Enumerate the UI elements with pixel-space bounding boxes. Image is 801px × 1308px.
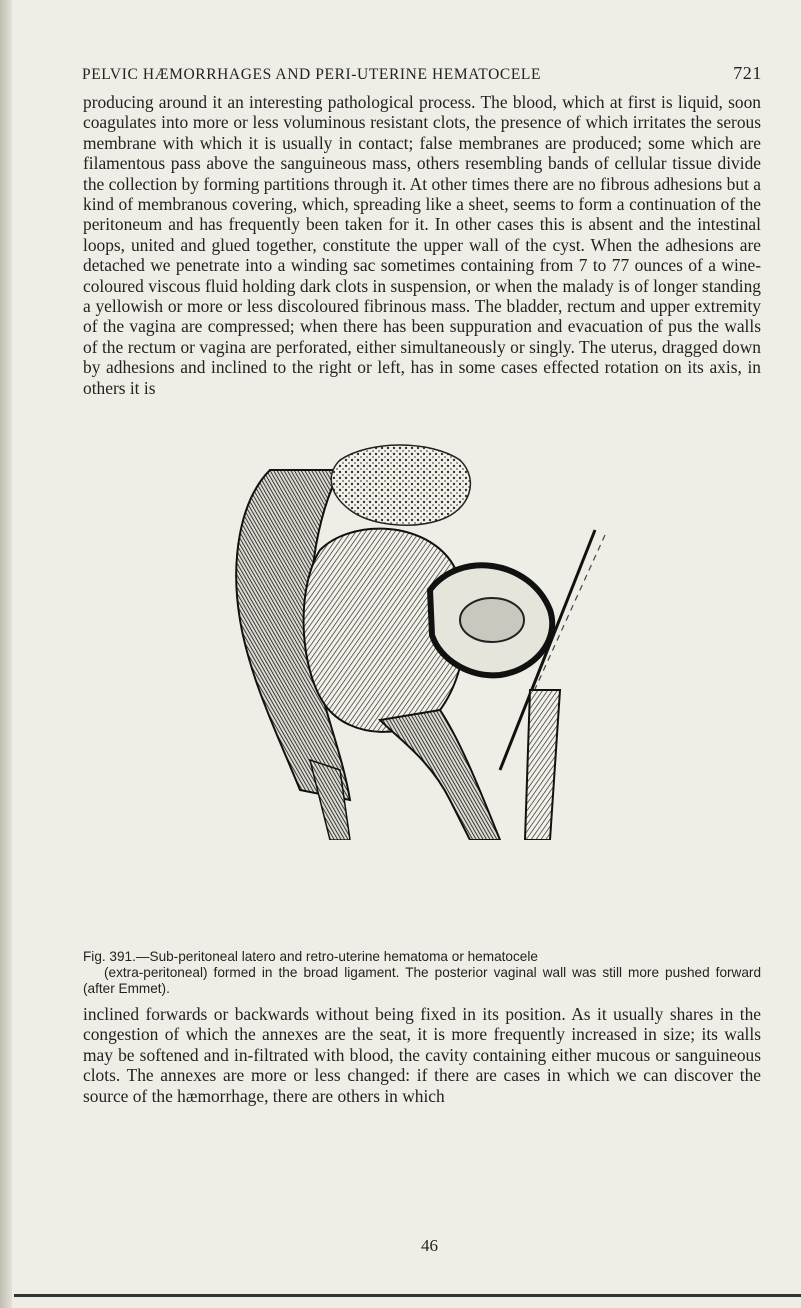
vagina-rectum-region xyxy=(380,710,500,840)
page-number: 721 xyxy=(733,63,762,83)
pubic-bone xyxy=(525,690,560,840)
caption-line-2: (extra-peritoneal) formed in the broad ligament. The posterior vaginal wall was still more pushed forward (after Emmet). xyxy=(83,965,761,996)
body-paragraph-1: producing around it an interesting pathological process. The blood, which at first is liquid, soon coagulates into more or less voluminous resistant clots, the presence of which irritates the serous membrane with which it is usually in contact; false membranes are produced; some which are filamentous pass above the sanguineous mass, others resembling bands of cellular tissue divide the collection by forming partitions through it. At other times there are no fibrous adhesions but a kind of membranous covering, which, spreading like a sheet, seems to form a continuation of the peritoneum and has frequently been taken for it. In other cases this is absent and the intestinal loops, united and glued together, constitute the upper wall of the cyst. When the adhesions are detached we penetrate into a winding sac sometimes containing from 7 to 77 ounces of a wine-coloured viscous fluid holding dark clots in suspension, or when the malady is of longer standing a yellowish or more or less discoloured fibrinous mass. The bladder, rectum and upper extremity of the vagina are compressed; when there has been suppuration and evacuation of pus the walls of the rectum or vagina are perforated, either simultaneously or singly. The uterus, dragged down by adhesions and inclined to the right or left, has in some cases effected rotation on its axis, in others it is xyxy=(83,92,761,398)
header-title: PELVIC HÆMORRHAGES AND PERI-UTERINE HEMATOCELE xyxy=(82,66,542,83)
figure-label: Fig. 391. xyxy=(83,949,136,964)
signature-folio: 46 xyxy=(421,1236,438,1255)
pelvic-section-illustration xyxy=(200,440,620,840)
uterine-cavity xyxy=(460,598,524,642)
bottom-rule xyxy=(14,1294,801,1297)
caption-line-1: —Sub-peritoneal latero and retro-uterine hematoma or hematocele xyxy=(135,949,538,964)
figure-caption xyxy=(83,949,761,997)
page-edge xyxy=(0,0,12,1308)
body-paragraph-2: inclined forwards or backwards without being fixed in its position. As it usually shares in the congestion of which the annexes are the seat, it is more frequently increased in size; its walls may be softened and in-filtrated with blood, the cavity containing either mucous or sanguineous clots. The annexes are more or less changed: if there are cases in which we can discover the source of the hæmorrhage, there are others in which xyxy=(83,1004,761,1106)
anatomical-figure xyxy=(200,440,620,840)
intestinal-loops xyxy=(331,445,470,525)
